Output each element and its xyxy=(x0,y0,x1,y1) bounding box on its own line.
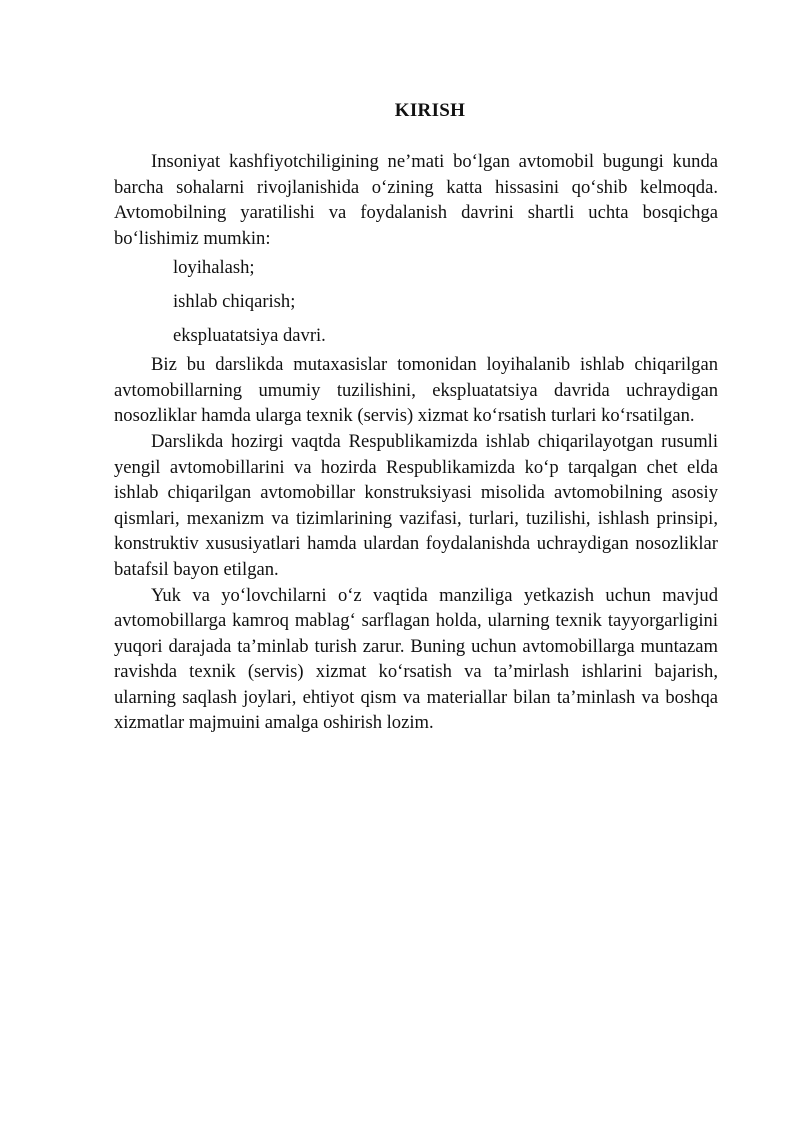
missing-glyph-icon xyxy=(151,329,173,341)
intro-paragraph: Insoniyat kashfiyotchiligining ne’mati bo‘lgan avtomobil bugungi kunda barcha sohalarni rivojlanishida o‘zining katta hissasini qo‘shib kelmoqda. Avtomobilning yaratilishi va foydalanish davrini shartli uchta bosqichga bo‘lishimiz mumkin: xyxy=(114,151,718,249)
page-title: KIRISH xyxy=(394,100,466,121)
body-paragraph: Biz bu darslikda mutaxasislar tomonidan loyihalanib ishlab chiqarilgan avtomobillarning umumiy tuzilishini, ekspluatatsiya davrida uchraydigan nosozliklar hamda ularga texnik (servis) xizmat ko‘rsatish turlari ko‘rsatilgan. xyxy=(114,354,718,427)
list-item-text: ishlab chiqarish; xyxy=(173,290,296,312)
missing-glyph-icon xyxy=(151,261,173,273)
body-paragraph: Darslikda hozirgi vaqtda Respublikamizda ishlab chiqarilayotgan rusumli yengil avtomobillarini va hozirda Respublikamizda ko‘p tarqalgan chet elda ishlab chiqarilgan avtomobillar konstruksiyasi misolida avtomobilning asosiy qismlari, mexanizm va tizimlarining vazifasi, turlari, tuzilishi, ishlash prinsipi, konstruktiv xususiyatlari hamda ulardan foydalanishda uchraydigan nosozliklar batafsil bayon etilgan. xyxy=(114,430,718,580)
document-body xyxy=(114,149,718,736)
list-item xyxy=(114,319,718,353)
list-item-text: ekspluatatsiya davri. xyxy=(173,324,326,346)
list-item xyxy=(114,285,718,319)
list-item-text: loyihalash; xyxy=(173,257,255,279)
list-item xyxy=(114,251,718,285)
body-paragraph: Yuk va yo‘lovchilarni o‘z vaqtida manziliga yetkazish uchun mavjud avtomobillarga kamroq mablag‘ sarflagan holda, ularning texnik tayyorgarligini yuqori darajada ta’minlab turish zarur. Buning uchun avtomobillarga muntazam ravishda texnik (servis) xizmat ko‘rsatish va ta’mirlash ishlarini bajarish, ularning saqlash joylari, ehtiyot qism va materiallar bilan ta’minlash va boshqa xizmatlar majmuini amalga oshirish lozim. xyxy=(114,584,718,734)
missing-glyph-icon xyxy=(151,295,173,307)
